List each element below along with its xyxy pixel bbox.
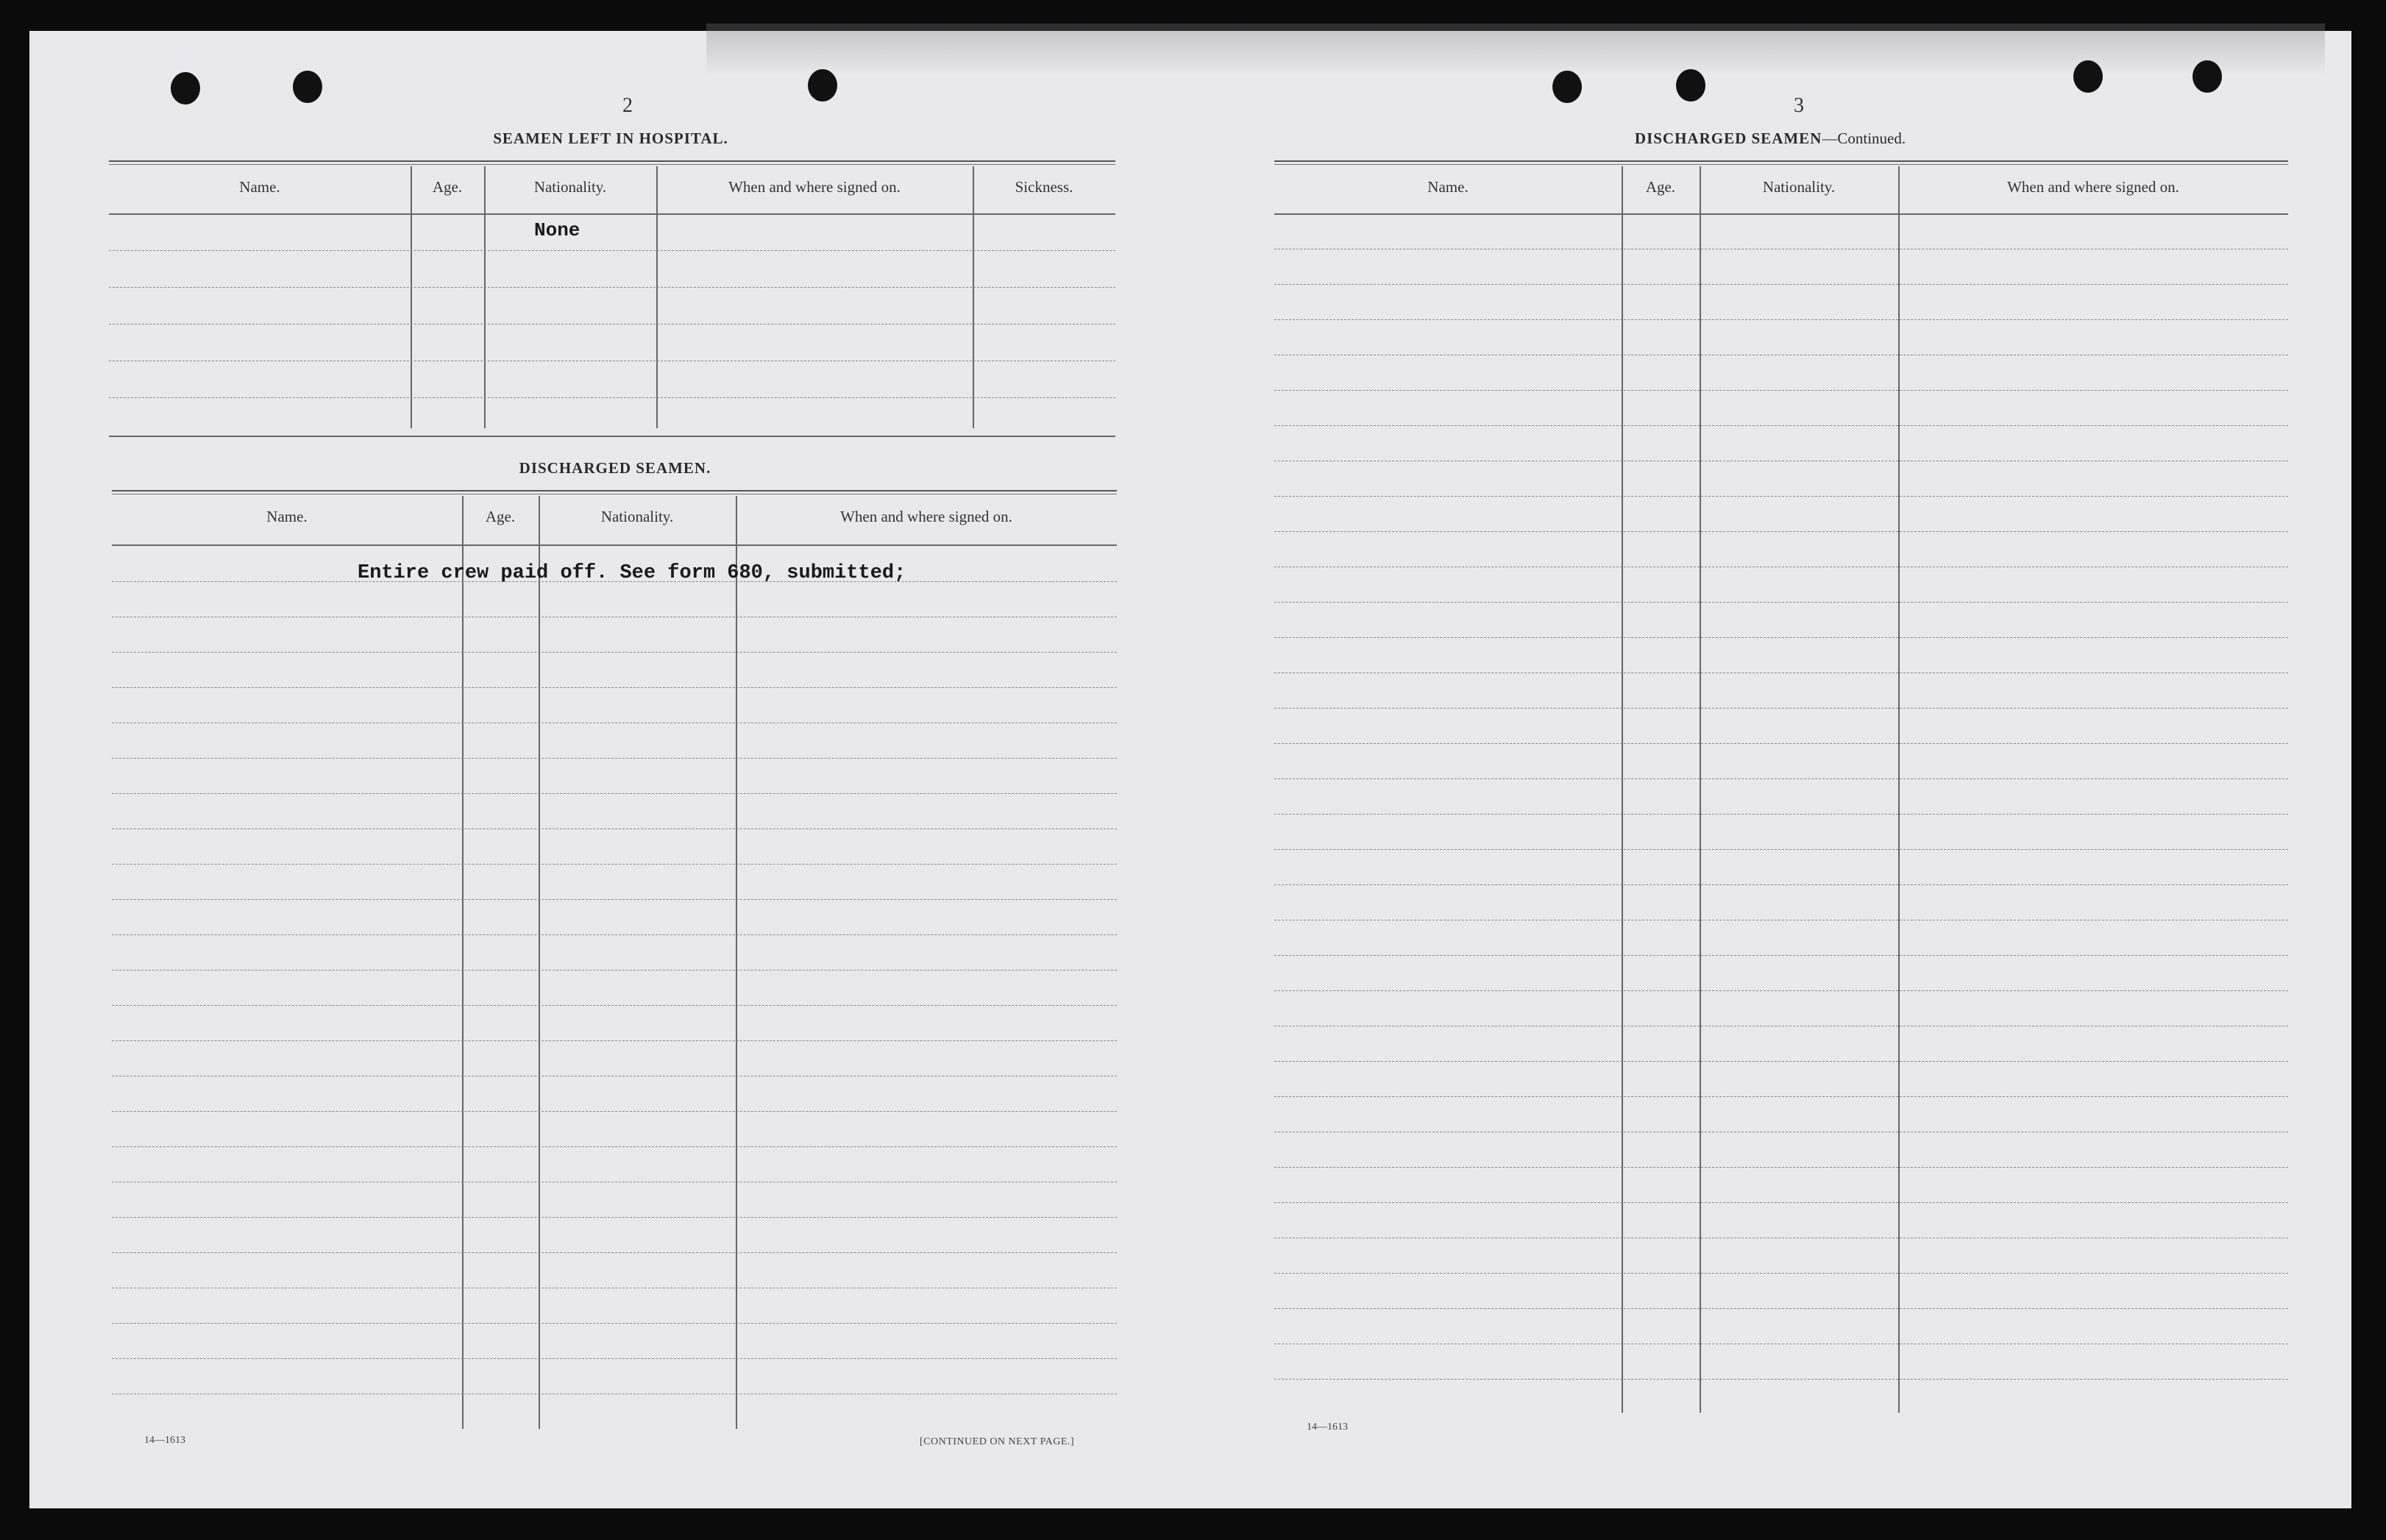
- row-line: [112, 793, 1117, 794]
- row-line: [112, 934, 1117, 935]
- row-line: [109, 250, 1115, 251]
- continued-header-line: [1274, 213, 2288, 215]
- row-line: [109, 397, 1115, 398]
- col-divider: [411, 166, 412, 428]
- row-line: [1274, 1096, 2288, 1097]
- punch-hole: [808, 69, 837, 102]
- punch-hole: [171, 72, 200, 104]
- row-line: [112, 970, 1117, 971]
- row-line: [112, 687, 1117, 688]
- col-divider: [1700, 166, 1701, 1413]
- row-line: [1274, 319, 2288, 320]
- row-line: [112, 1005, 1117, 1006]
- row-line: [1274, 990, 2288, 991]
- hospital-header-line: [109, 213, 1115, 215]
- hospital-table: [109, 166, 1115, 428]
- discharged-col-name: Name.: [266, 508, 308, 525]
- col-divider: [1622, 166, 1623, 1413]
- continued-col-signed-on: When and where signed on.: [2007, 178, 2179, 196]
- continued-table: [1274, 166, 2288, 1413]
- hospital-top-rule: [109, 160, 1115, 165]
- col-divider: [539, 496, 540, 1429]
- col-divider: [973, 166, 974, 428]
- row-line: [1274, 708, 2288, 709]
- row-line: [1274, 1273, 2288, 1274]
- row-line: [112, 864, 1117, 865]
- row-line: [1274, 1061, 2288, 1062]
- discharged-table: [112, 496, 1117, 1429]
- row-line: [1274, 1379, 2288, 1380]
- hospital-col-nationality: Nationality.: [533, 178, 607, 196]
- punch-hole: [2073, 60, 2103, 93]
- col-divider: [656, 166, 658, 428]
- hospital-entry-none: None: [534, 219, 580, 241]
- row-line: [1274, 849, 2288, 850]
- continued-col-age: Age.: [1645, 178, 1676, 196]
- page-number-right: 3: [1794, 94, 1804, 117]
- col-divider: [1898, 166, 1900, 1413]
- row-line: [112, 1146, 1117, 1147]
- continued-top-rule: [1274, 160, 2288, 165]
- row-line: [112, 1252, 1117, 1253]
- row-line: [1274, 602, 2288, 603]
- row-line: [1274, 390, 2288, 391]
- form-number-right: 14—1613: [1307, 1422, 1348, 1433]
- row-line: [1274, 531, 2288, 532]
- row-line: [1274, 425, 2288, 426]
- row-line: [112, 899, 1117, 900]
- continued-col-nationality: Nationality.: [1762, 178, 1836, 196]
- discharged-col-age: Age.: [485, 508, 516, 525]
- row-line: [109, 287, 1115, 288]
- discharged-top-rule: [112, 490, 1117, 494]
- row-line: [112, 1323, 1117, 1324]
- row-line: [1274, 884, 2288, 885]
- discharged-section-title: DISCHARGED SEAMEN.: [519, 459, 711, 477]
- hospital-col-signed-on: When and where signed on.: [728, 178, 901, 196]
- row-line: [1274, 778, 2288, 779]
- row-line: [1274, 743, 2288, 744]
- col-divider: [462, 496, 464, 1429]
- hospital-bottom-rule: [109, 436, 1115, 437]
- row-line: [1274, 637, 2288, 638]
- row-line: [1274, 1308, 2288, 1309]
- discharged-col-signed-on: When and where signed on.: [840, 508, 1012, 525]
- hospital-col-sickness: Sickness.: [1015, 178, 1073, 196]
- continued-note: [CONTINUED ON NEXT PAGE.]: [920, 1436, 1075, 1447]
- row-line: [1274, 284, 2288, 285]
- hospital-section-title: SEAMEN LEFT IN HOSPITAL.: [493, 129, 728, 147]
- continued-title-main: DISCHARGED SEAMEN: [1634, 129, 1822, 147]
- punch-hole: [1552, 71, 1582, 103]
- hospital-col-age: Age.: [432, 178, 463, 196]
- col-divider: [736, 496, 737, 1429]
- punch-hole: [1676, 69, 1705, 102]
- punch-hole: [2193, 60, 2222, 93]
- punch-hole: [293, 71, 322, 103]
- row-line: [112, 1111, 1117, 1112]
- row-line: [1274, 814, 2288, 815]
- row-line: [112, 1040, 1117, 1041]
- row-line: [112, 652, 1117, 653]
- row-line: [112, 758, 1117, 759]
- row-line: [1274, 496, 2288, 497]
- continued-col-name: Name.: [1427, 178, 1469, 196]
- continued-section-title: [1635, 129, 1906, 148]
- row-line: [1274, 1202, 2288, 1203]
- continued-title-suffix: —Continued.: [1822, 129, 1906, 147]
- row-line: [112, 828, 1117, 829]
- row-line: [1274, 1167, 2288, 1168]
- col-divider: [484, 166, 486, 428]
- row-line: [1274, 955, 2288, 956]
- form-number-left: 14—1613: [144, 1435, 185, 1446]
- page-number-left: 2: [622, 94, 633, 117]
- discharged-header-line: [112, 544, 1117, 546]
- discharged-entry-note: Entire crew paid off. See form 680, submitted;: [358, 562, 906, 584]
- row-line: [112, 1217, 1117, 1218]
- hospital-col-name: Name.: [239, 178, 280, 196]
- discharged-col-nationality: Nationality.: [600, 508, 674, 525]
- row-line: [112, 1358, 1117, 1359]
